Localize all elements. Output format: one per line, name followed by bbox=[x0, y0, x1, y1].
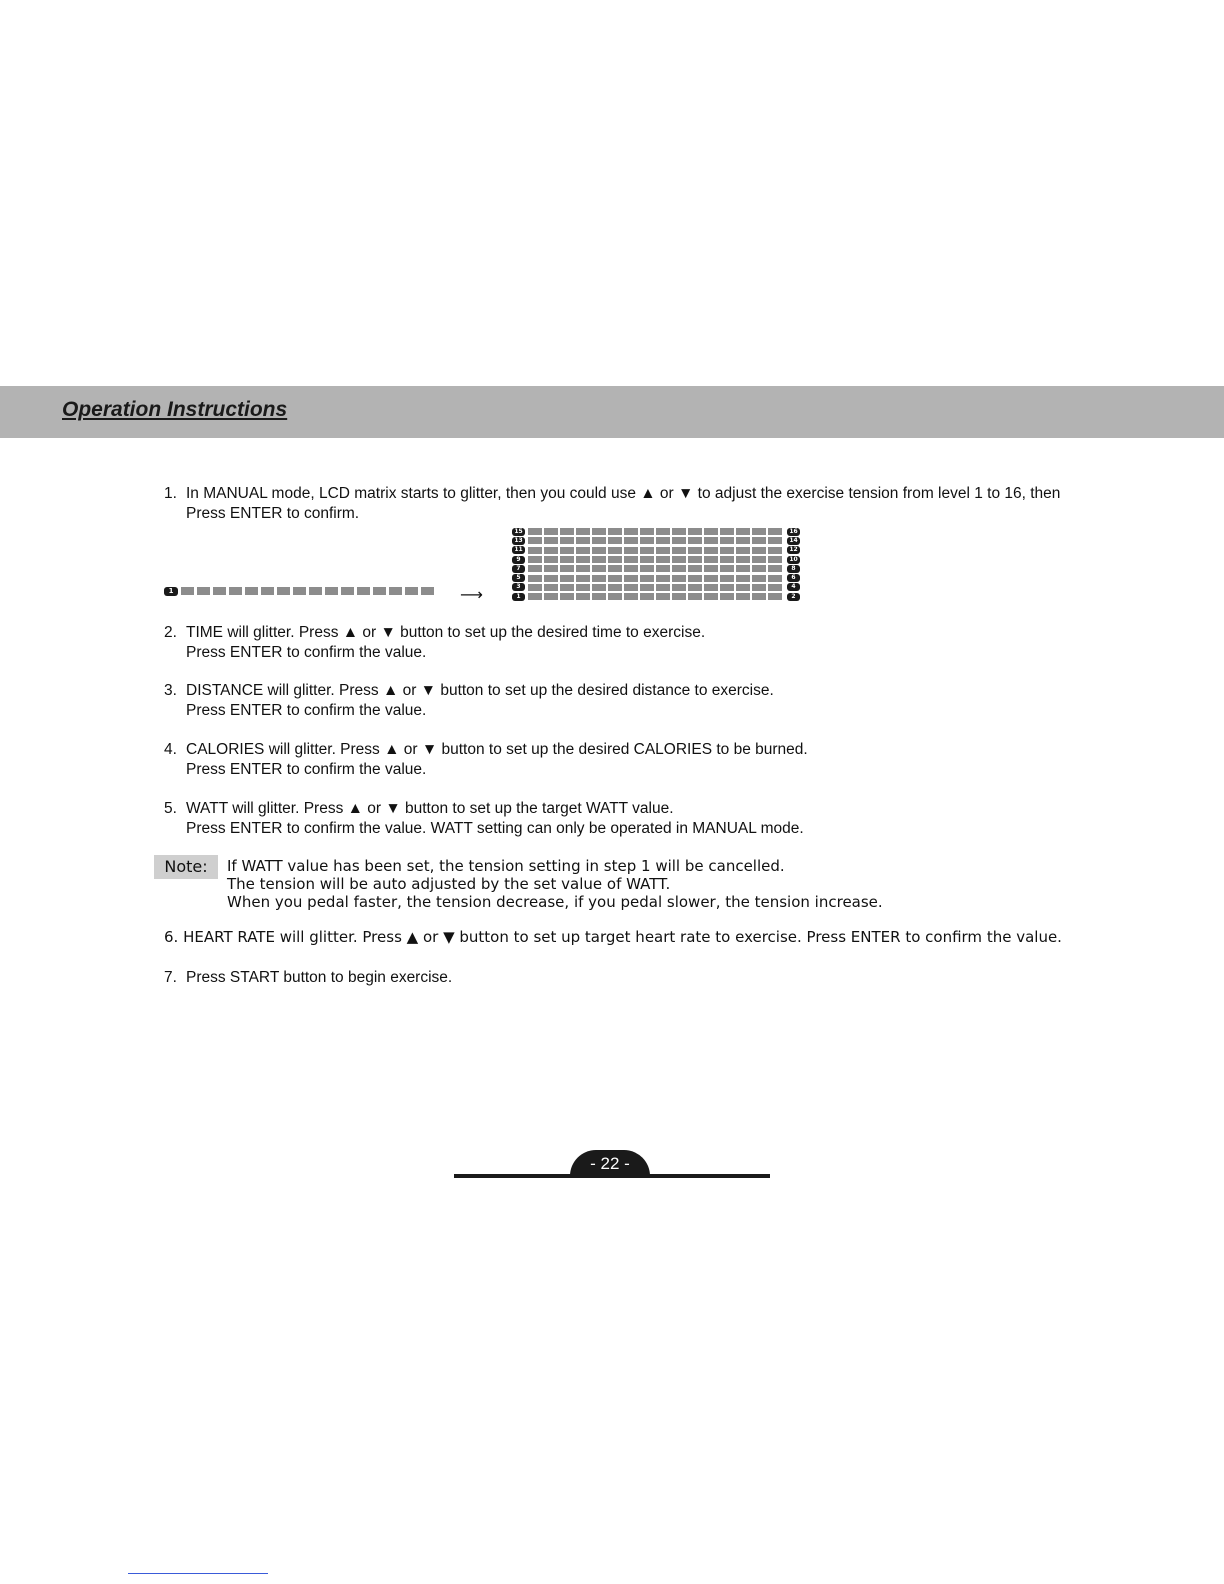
lcd-segment bbox=[544, 528, 558, 535]
lcd-segment bbox=[672, 593, 686, 600]
step-number: 3. bbox=[164, 682, 177, 699]
lcd-segment bbox=[688, 593, 702, 600]
level-badge: 2 bbox=[787, 593, 800, 601]
lcd-segment bbox=[229, 587, 242, 595]
step-text: WATT will glitter. Press ▲ or ▼ button to set up the target WATT value. bbox=[186, 800, 674, 817]
lcd-segment bbox=[624, 537, 638, 544]
right-arrow-icon: ⟶ bbox=[460, 585, 483, 604]
lcd-segment bbox=[768, 584, 782, 591]
lcd-segment bbox=[752, 547, 766, 554]
lcd-segment bbox=[720, 537, 734, 544]
lcd-segment bbox=[624, 556, 638, 563]
lcd-segment bbox=[624, 584, 638, 591]
level-badge: 7 bbox=[512, 565, 525, 573]
lcd-segment bbox=[736, 584, 750, 591]
lcd-segment bbox=[389, 587, 402, 595]
page-number: - 22 - bbox=[570, 1150, 650, 1176]
level-badge: 1 bbox=[164, 587, 178, 596]
lcd-segment bbox=[576, 528, 590, 535]
lcd-segment bbox=[544, 556, 558, 563]
lcd-segment bbox=[704, 593, 718, 600]
lcd-segment bbox=[560, 575, 574, 582]
lcd-segment bbox=[736, 575, 750, 582]
step-6 bbox=[164, 928, 1062, 946]
lcd-segment bbox=[672, 565, 686, 572]
lcd-segment bbox=[640, 584, 654, 591]
lcd-segment bbox=[736, 528, 750, 535]
lcd-segment bbox=[576, 547, 590, 554]
lcd-segment bbox=[576, 575, 590, 582]
lcd-segment bbox=[341, 587, 354, 595]
lcd-segment bbox=[592, 528, 606, 535]
lcd-segment bbox=[624, 547, 638, 554]
lcd-matrix-row bbox=[512, 546, 800, 555]
lcd-segment bbox=[528, 565, 542, 572]
step-number: 6. bbox=[164, 928, 179, 946]
lcd-segment bbox=[528, 584, 542, 591]
level-badge: 14 bbox=[787, 537, 800, 545]
level-badge: 16 bbox=[787, 528, 800, 536]
lcd-segment bbox=[752, 537, 766, 544]
lcd-segment bbox=[704, 547, 718, 554]
lcd-segment bbox=[544, 547, 558, 554]
lcd-segment bbox=[576, 537, 590, 544]
note-label: Note: bbox=[154, 855, 218, 879]
lcd-matrix-row bbox=[512, 573, 800, 582]
lcd-segment bbox=[752, 593, 766, 600]
lcd-segment bbox=[544, 537, 558, 544]
lcd-segment bbox=[245, 587, 258, 595]
lcd-segment bbox=[608, 547, 622, 554]
lcd-segment bbox=[768, 593, 782, 600]
lcd-segment bbox=[704, 528, 718, 535]
lcd-segment bbox=[704, 575, 718, 582]
lcd-segment bbox=[640, 528, 654, 535]
lcd-segment bbox=[624, 565, 638, 572]
lcd-segment bbox=[560, 528, 574, 535]
lcd-segment bbox=[752, 565, 766, 572]
lcd-segment bbox=[640, 537, 654, 544]
note-line: If WATT value has been set, the tension setting in step 1 will be cancelled. bbox=[227, 857, 785, 875]
step-2 bbox=[164, 623, 1104, 663]
lcd-segment bbox=[640, 593, 654, 600]
lcd-segment bbox=[640, 556, 654, 563]
lcd-segment bbox=[560, 584, 574, 591]
lcd-segment bbox=[560, 547, 574, 554]
level-badge: 3 bbox=[512, 583, 525, 591]
lcd-segment bbox=[736, 537, 750, 544]
lcd-segment bbox=[720, 528, 734, 535]
note-line: When you pedal faster, the tension decrease, if you pedal slower, the tension increase. bbox=[227, 893, 883, 911]
lcd-segment bbox=[672, 584, 686, 591]
lcd-segment bbox=[704, 556, 718, 563]
lcd-segment bbox=[181, 587, 194, 595]
bottom-divider bbox=[128, 1573, 268, 1574]
lcd-segment bbox=[608, 565, 622, 572]
lcd-segment bbox=[528, 575, 542, 582]
lcd-segment bbox=[752, 584, 766, 591]
lcd-segment bbox=[624, 528, 638, 535]
lcd-segment bbox=[528, 593, 542, 600]
lcd-segment bbox=[768, 528, 782, 535]
lcd-segment bbox=[325, 587, 338, 595]
lcd-segment bbox=[672, 537, 686, 544]
lcd-segment bbox=[704, 584, 718, 591]
lcd-segment bbox=[608, 584, 622, 591]
lcd-segment bbox=[720, 593, 734, 600]
step-number: 1. bbox=[164, 485, 177, 502]
lcd-segment bbox=[768, 565, 782, 572]
lcd-segment bbox=[656, 565, 670, 572]
step-text: Press START button to begin exercise. bbox=[186, 969, 453, 986]
lcd-segment bbox=[656, 537, 670, 544]
lcd-segment bbox=[752, 528, 766, 535]
level-badge: 13 bbox=[512, 537, 525, 545]
lcd-segment bbox=[544, 575, 558, 582]
lcd-segment bbox=[656, 584, 670, 591]
lcd-segment bbox=[309, 587, 322, 595]
lcd-segment bbox=[544, 593, 558, 600]
level-badge: 12 bbox=[787, 546, 800, 554]
level-badge: 5 bbox=[512, 574, 525, 582]
step-5 bbox=[164, 799, 1104, 839]
lcd-segment bbox=[720, 565, 734, 572]
lcd-segment bbox=[704, 565, 718, 572]
lcd-segment bbox=[768, 537, 782, 544]
lcd-segment bbox=[592, 556, 606, 563]
lcd-segment bbox=[261, 587, 274, 595]
lcd-segment bbox=[608, 528, 622, 535]
lcd-segment bbox=[624, 593, 638, 600]
lcd-segment bbox=[373, 587, 386, 595]
lcd-segment bbox=[544, 584, 558, 591]
step-text: In MANUAL mode, LCD matrix starts to glitter, then you could use ▲ or ▼ to adjust the exercise tension from level 1 to 16, then bbox=[186, 485, 1061, 502]
lcd-segment bbox=[592, 593, 606, 600]
lcd-segment bbox=[688, 584, 702, 591]
lcd-segment bbox=[688, 565, 702, 572]
level-badge: 15 bbox=[512, 528, 525, 536]
lcd-segment bbox=[736, 593, 750, 600]
step-text: Press ENTER to confirm the value. WATT setting can only be operated in MANUAL mode. bbox=[186, 820, 804, 837]
step-text: TIME will glitter. Press ▲ or ▼ button to set up the desired time to exercise. bbox=[186, 624, 706, 641]
lcd-segment bbox=[592, 547, 606, 554]
step-7 bbox=[164, 968, 1104, 988]
lcd-segment bbox=[720, 547, 734, 554]
lcd-segment bbox=[768, 575, 782, 582]
lcd-segment bbox=[736, 556, 750, 563]
lcd-segment bbox=[576, 593, 590, 600]
lcd-segment bbox=[528, 556, 542, 563]
lcd-segment bbox=[592, 565, 606, 572]
lcd-segment bbox=[688, 575, 702, 582]
lcd-segment bbox=[768, 547, 782, 554]
lcd-segment bbox=[357, 587, 370, 595]
lcd-segment bbox=[672, 556, 686, 563]
section-header bbox=[0, 386, 1224, 438]
lcd-segment bbox=[656, 575, 670, 582]
step-number: 5. bbox=[164, 800, 177, 817]
step-1 bbox=[164, 484, 1104, 524]
lcd-segment bbox=[213, 587, 226, 595]
lcd-segment bbox=[592, 575, 606, 582]
lcd-matrix bbox=[512, 527, 800, 601]
step-number: 4. bbox=[164, 741, 177, 758]
lcd-segment bbox=[405, 587, 418, 595]
lcd-segment bbox=[720, 556, 734, 563]
lcd-segment bbox=[752, 575, 766, 582]
step-text: Press ENTER to confirm the value. bbox=[186, 644, 427, 661]
lcd-segment bbox=[544, 565, 558, 572]
step-3 bbox=[164, 681, 1104, 721]
lcd-segment bbox=[560, 593, 574, 600]
lcd-segment bbox=[277, 587, 290, 595]
lcd-segment bbox=[624, 575, 638, 582]
level-badge: 1 bbox=[512, 593, 525, 601]
step-number: 7. bbox=[164, 969, 177, 986]
lcd-matrix-row bbox=[512, 583, 800, 592]
level-badge: 8 bbox=[787, 565, 800, 573]
lcd-segment bbox=[608, 556, 622, 563]
lcd-segment bbox=[576, 565, 590, 572]
step-text: Press ENTER to confirm the value. bbox=[186, 761, 427, 778]
lcd-single-row bbox=[164, 586, 434, 596]
lcd-matrix-row bbox=[512, 555, 800, 564]
lcd-segment bbox=[576, 556, 590, 563]
lcd-segment bbox=[672, 547, 686, 554]
note-line: The tension will be auto adjusted by the set value of WATT. bbox=[227, 875, 671, 893]
step-text: CALORIES will glitter. Press ▲ or ▼ button to set up the desired CALORIES to be burned. bbox=[186, 741, 808, 758]
lcd-segment bbox=[640, 565, 654, 572]
level-badge: 4 bbox=[787, 583, 800, 591]
lcd-segment bbox=[672, 575, 686, 582]
lcd-segment bbox=[656, 593, 670, 600]
lcd-segment bbox=[197, 587, 210, 595]
lcd-segment bbox=[560, 565, 574, 572]
lcd-segment bbox=[421, 587, 434, 595]
lcd-segment bbox=[688, 528, 702, 535]
lcd-segment bbox=[688, 537, 702, 544]
lcd-segment bbox=[672, 528, 686, 535]
lcd-segment bbox=[720, 575, 734, 582]
step-4 bbox=[164, 740, 1104, 780]
lcd-segment bbox=[656, 528, 670, 535]
lcd-segment bbox=[608, 593, 622, 600]
lcd-segment bbox=[688, 547, 702, 554]
lcd-segment bbox=[752, 556, 766, 563]
level-badge: 6 bbox=[787, 574, 800, 582]
lcd-matrix-row bbox=[512, 527, 800, 536]
lcd-segment bbox=[688, 556, 702, 563]
level-badge: 10 bbox=[787, 556, 800, 564]
lcd-segment bbox=[640, 547, 654, 554]
step-text: HEART RATE will glitter. Press ▲ or ▼ button to set up target heart rate to exercise. Press ENTER to confirm the value. bbox=[183, 928, 1062, 946]
lcd-segment bbox=[576, 584, 590, 591]
lcd-segment bbox=[736, 547, 750, 554]
step-number: 2. bbox=[164, 624, 177, 641]
section-title: Operation Instructions bbox=[62, 398, 288, 421]
lcd-segment bbox=[293, 587, 306, 595]
lcd-segment bbox=[656, 556, 670, 563]
level-badge: 9 bbox=[512, 556, 525, 564]
step-text: DISTANCE will glitter. Press ▲ or ▼ button to set up the desired distance to exercise. bbox=[186, 682, 774, 699]
lcd-segment bbox=[560, 556, 574, 563]
lcd-matrix-row bbox=[512, 536, 800, 545]
lcd-segment bbox=[608, 575, 622, 582]
lcd-segment bbox=[560, 537, 574, 544]
lcd-matrix-row bbox=[512, 592, 800, 601]
lcd-matrix-row bbox=[512, 564, 800, 573]
lcd-segment bbox=[768, 556, 782, 563]
lcd-segment bbox=[656, 547, 670, 554]
lcd-segment bbox=[704, 537, 718, 544]
note-text bbox=[227, 857, 883, 911]
lcd-segment bbox=[528, 528, 542, 535]
lcd-segment bbox=[592, 537, 606, 544]
lcd-segment bbox=[528, 547, 542, 554]
lcd-segment bbox=[640, 575, 654, 582]
lcd-segment bbox=[592, 584, 606, 591]
lcd-segment bbox=[720, 584, 734, 591]
lcd-segment bbox=[528, 537, 542, 544]
step-text: Press ENTER to confirm. bbox=[186, 505, 360, 522]
step-text: Press ENTER to confirm the value. bbox=[186, 702, 427, 719]
level-badge: 11 bbox=[512, 546, 525, 554]
lcd-segment bbox=[608, 537, 622, 544]
lcd-segment bbox=[736, 565, 750, 572]
